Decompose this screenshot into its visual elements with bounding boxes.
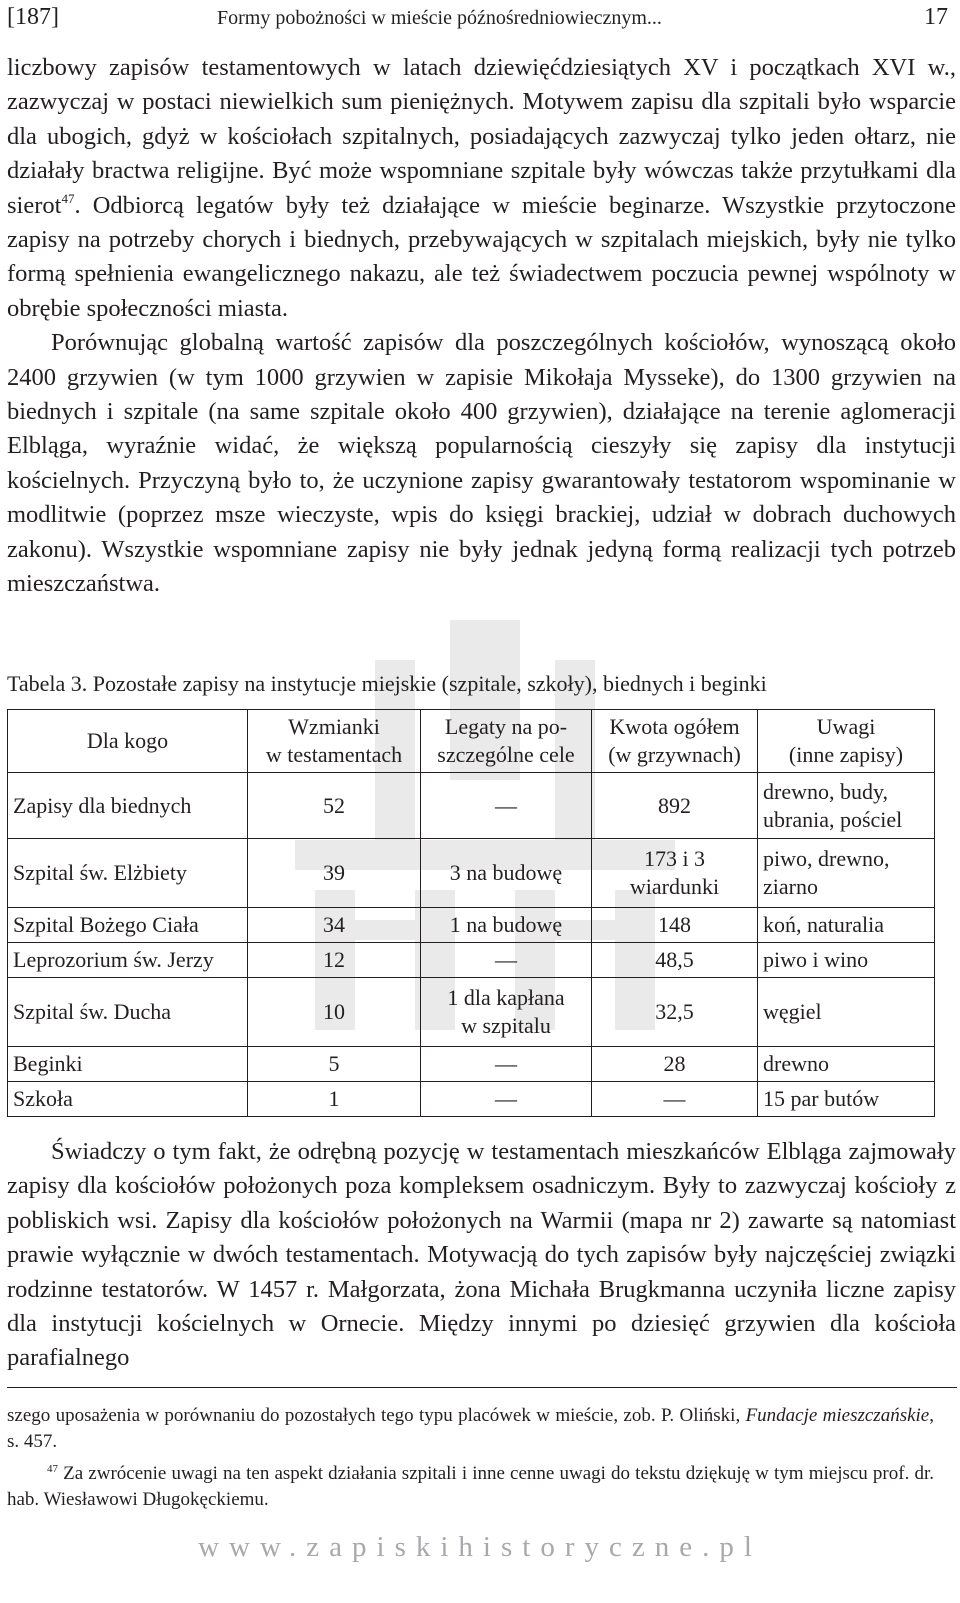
website-footer[interactable]: www.zapiskihistoryczne.pl (198, 1531, 762, 1563)
table-cell (248, 1047, 421, 1082)
footnote-number: 47 (47, 1463, 58, 1475)
cell-line: 1 dla kapłana (447, 985, 565, 1010)
table-cell (592, 978, 758, 1047)
footnote-divider (7, 1387, 957, 1388)
table-cell (758, 1047, 935, 1082)
cell-line: 10 (323, 999, 345, 1024)
paragraph-text: liczbowy zapisów testamentowych w latach dziewięćdziesiątych XV i początkach XVI w., zazwyczaj w postaci niewielkich sum pieniężnych. Motywem zapisu dla szpitali było wsparcie dla ubogich, gdyż w kościołach szpitalnych, posiadających zazwyczaj tylko jeden ołtarz, nie działały bractwa religijne. Być może wspomniane szpitale były wówczas także przytułkami dla sierot (7, 54, 956, 219)
cell-line: Szpital św. Ducha (13, 999, 172, 1024)
cell-line: piwo i wino (763, 947, 869, 972)
table-cell (248, 773, 421, 839)
paragraph: Porównując globalną wartość zapisów dla poszczególnych kościołów, wynoszącą około 2400 grzywien (w tym 1000 grzywien w zapisie Mikołaja Mysseke), do 1300 grzywien na biednych i szpitale (na same szpitale około 400 grzywien), działające na terenie aglomeracji Elbląga, wyraźnie widać, że większą popularnością cieszyły się zapisy dla instytucji kościelnych. Przyczyną było to, że uczynione zapisy gwarantowały testatorom wspominanie w modlitwie (poprzez msze wieczyste, wpis do księgi brackiej, udział w dobrach duchowych zakonu). Wszystkie wspomniane zapisy nie były jednak jedyną formą realizacji tych potrzeb mieszczaństwa. (7, 329, 956, 598)
cell-line: 12 (323, 947, 345, 972)
column-header (758, 710, 935, 773)
table-cell (592, 908, 758, 943)
table-cell (421, 943, 592, 978)
table-cell (421, 1047, 592, 1082)
table-row (8, 943, 935, 978)
table-cell (248, 978, 421, 1047)
table-cell (421, 839, 592, 908)
cell-line: 39 (323, 860, 345, 885)
cell-line: ziarno (763, 874, 818, 899)
table-cell (592, 1082, 758, 1117)
header-line: (w grzywnach) (608, 742, 741, 767)
table-cell (8, 839, 248, 908)
table-cell (592, 943, 758, 978)
cell-line: węgiel (763, 999, 822, 1024)
paragraph: Świadczy o tym fakt, że odrębną pozycję w testamentach mieszkańców Elbląga zajmowały zapisy dla kościołów położonych poza kompleksem osadniczym. Były to zazwyczaj kościoły z pobliskich wsi. Zapisy dla kościołów położonych na Warmii (mapa nr 2) zawarte są natomiast prawie wyłącznie w dwóch testamentach. Motywacją do tych zapisów były najczęściej związki rodzinne testatorów. W 1457 r. Małgorzata, żona Michała Brugkmanna uczyniła liczne zapisy dla instytucji kościelnych w Ornecie. Między innymi po dziesięć grzywien dla kościoła parafialnego (7, 1138, 956, 1372)
table-cell (8, 773, 248, 839)
column-header (592, 710, 758, 773)
table-caption: Tabela 3. Pozostałe zapisy na instytucje miejskie (szpitale, szkoły), biednych i beginki (7, 671, 767, 696)
header-line: Wzmianki (288, 714, 380, 739)
cell-line: 28 (663, 1051, 686, 1076)
table-cell (758, 773, 935, 839)
table-cell (8, 1047, 248, 1082)
cell-line: 173 i 3 (643, 846, 706, 871)
footnote-title: Fundacje mieszczańskie (745, 1405, 930, 1426)
table-cell (592, 839, 758, 908)
header-line: Uwagi (816, 714, 876, 739)
table-row (8, 839, 935, 908)
cell-line: 3 na budowę (449, 860, 563, 885)
cell-line: — (495, 792, 517, 818)
table-cell (8, 1082, 248, 1117)
column-header (421, 710, 592, 773)
footnote-text: Za zwrócenie uwagi na ten aspekt działania szpitali i inne cenne uwagi do tekstu dziękuję w tym miejscu prof. dr. hab. Wiesławowi Długokęckiemu. (7, 1463, 934, 1510)
cell-line: — (495, 947, 517, 972)
cell-line: 15 par butów (763, 1086, 880, 1111)
cell-line: ubrania, pościel (763, 806, 903, 832)
table-cell (421, 908, 592, 943)
table-cell (758, 1082, 935, 1117)
cell-line: 5 (328, 1051, 340, 1076)
header-line: Dla kogo (86, 728, 169, 753)
header-line: Kwota ogółem (609, 714, 740, 739)
cell-line: 148 (658, 912, 691, 937)
table-cell (421, 978, 592, 1047)
cell-line: piwo, drewno, (763, 846, 890, 871)
cell-line: — (663, 1086, 686, 1111)
legacy-table (7, 709, 935, 1117)
cell-line: Szkoła (13, 1086, 73, 1111)
table-cell (8, 943, 248, 978)
footnote-text: szego uposażenia w porównaniu do pozostałych tego typu placówek w mieście, zob. P. Oliński, (7, 1405, 746, 1426)
table-cell (8, 978, 248, 1047)
table-cell (592, 1047, 758, 1082)
body-text-bottom (7, 1135, 956, 1376)
cell-line: Szpital Bożego Ciała (13, 912, 199, 937)
cell-line: wiardunki (629, 874, 720, 899)
table-cell (758, 943, 935, 978)
table-row (8, 1082, 935, 1117)
cell-line: koń, naturalia (763, 912, 884, 937)
paragraph-text-cont: . Odbiorcą legatów były też działające w mieście beginarze. Wszystkie przytoczone zapisy na potrzeby chorych i biednych, przebywających w szpitalach miejskich, były nie tylko formą spełnienia ewangelicznego nakazu, ale też świadectwem poczucia pewnej wspólnoty w obrębie społeczności miasta. (7, 191, 956, 322)
cell-line: drewno (763, 1051, 829, 1076)
paragraph (7, 51, 956, 326)
column-header (8, 710, 248, 773)
table-row (8, 908, 935, 943)
table-cell (248, 1082, 421, 1117)
cell-line: Szpital św. Elżbiety (13, 860, 187, 885)
cell-line: w szpitalu (461, 1013, 551, 1038)
footnote-ref-47[interactable]: 47 (61, 190, 75, 206)
bracket-page-number: [187] (7, 4, 59, 30)
running-title: Formy pobożności w mieście późnośredniowiecznym... (217, 7, 662, 29)
cell-line: Zapisy dla biednych (13, 792, 192, 818)
cell-line: 48,5 (655, 947, 694, 972)
header-line: (inne zapisy) (788, 742, 904, 767)
running-header (7, 4, 948, 38)
table-cell (758, 908, 935, 943)
column-header (248, 710, 421, 773)
table-cell (758, 978, 935, 1047)
table-cell (8, 908, 248, 943)
header-line: szczególne cele (437, 742, 575, 767)
cell-line: 1 (328, 1086, 340, 1111)
cell-line: 34 (323, 912, 345, 937)
table-cell (421, 1082, 592, 1117)
body-text-top (7, 51, 956, 602)
table-cell (248, 839, 421, 908)
table-cell (248, 943, 421, 978)
cell-line: 52 (323, 792, 345, 818)
header-line: w testamentach (265, 742, 403, 767)
header-line: Legaty na po- (444, 714, 568, 739)
cell-line: Leprozorium św. Jerzy (13, 947, 214, 972)
cell-line: Beginki (13, 1051, 83, 1076)
cell-line: — (495, 1086, 517, 1111)
table-header-row (8, 710, 935, 773)
footnote-continued (7, 1403, 934, 1455)
footnote-text-end: , s. 457. (7, 1405, 934, 1452)
cell-line: — (495, 1051, 517, 1076)
cell-line: 892 (658, 792, 691, 818)
cell-line: drewno, budy, (763, 778, 889, 804)
cell-line: 1 na budowę (449, 912, 563, 937)
cell-line: 32,5 (655, 999, 694, 1024)
table-row (8, 773, 935, 839)
table-cell (248, 908, 421, 943)
table-row (8, 978, 935, 1047)
table-row (8, 1047, 935, 1082)
page-number: 17 (924, 4, 948, 30)
table-cell (592, 773, 758, 839)
table-cell (421, 773, 592, 839)
table-cell (758, 839, 935, 908)
footnote-47 (7, 1461, 934, 1513)
